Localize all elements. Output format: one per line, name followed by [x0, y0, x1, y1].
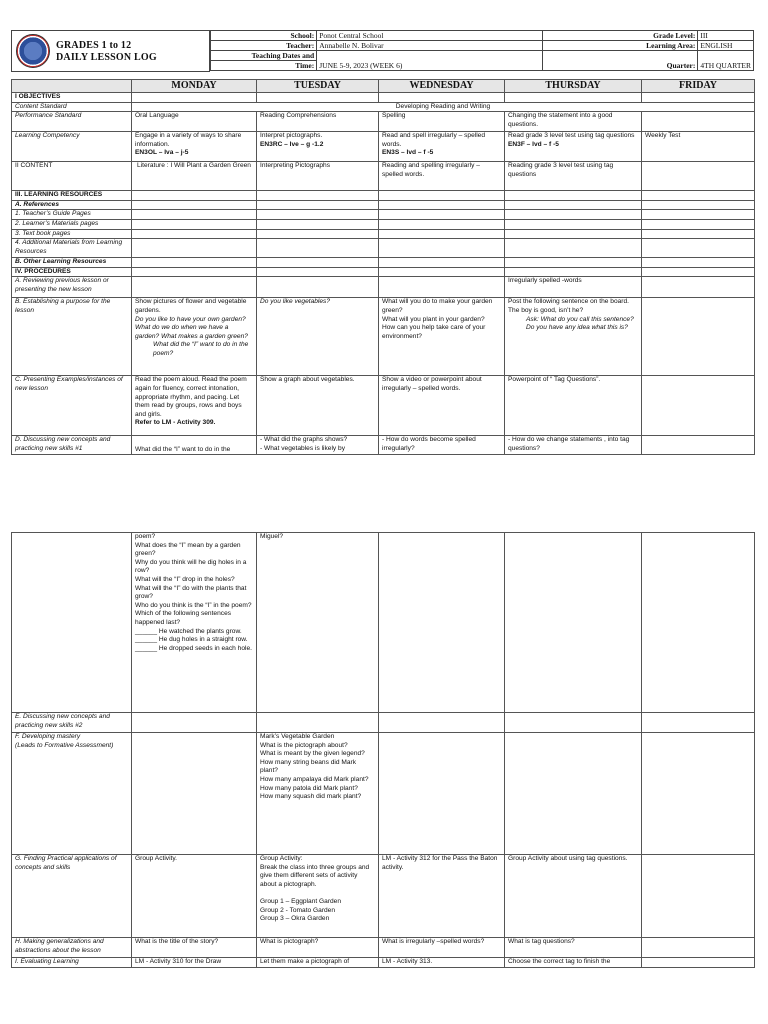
- section-procedures: IV. PROCEDURES: [12, 267, 132, 277]
- day-header-tuesday: TUESDAY: [257, 80, 379, 93]
- competency-wednesday: [379, 132, 505, 162]
- row-proc-c-presenting: C. Presenting Examples/instances of new lesson: [12, 376, 132, 436]
- proc-b-monday-line3: What did the “I” want to do in the poem?: [153, 341, 249, 357]
- proc-c-tuesday: Show a graph about vegetables.: [257, 376, 379, 436]
- proc-b-wednesday: What will you do to make your garden green? What will you plant in your garden? How can you help take care of your environment?: [379, 298, 505, 376]
- logo-title-line1: GRADES 1 to 12: [56, 40, 132, 51]
- learning-area-value: ENGLISH: [698, 41, 754, 51]
- proc-d-tuesday-continued: Miguel?: [257, 533, 379, 713]
- day-header-friday: FRIDAY: [642, 80, 755, 93]
- learning-area-label: Learning Area:: [542, 41, 697, 51]
- teaching-dates-value: JUNE 5-9, 2023 (WEEK 6): [317, 51, 543, 71]
- proc-d-monday-option-3: ______ He dropped seeds in each hole.: [135, 644, 252, 652]
- proc-b-thursday-line1: Post the following sentence on the board. The boy is good, isn’t he?: [508, 298, 629, 314]
- proc-c-wednesday: Show a video or powerpoint about irregularly – spelled words.: [379, 376, 505, 436]
- dll-page-2: [0, 490, 768, 1024]
- proc-c-monday-ref: Refer to LM - Activity 309.: [135, 419, 216, 427]
- row-learning-competency: Learning Competency: [12, 132, 132, 162]
- competency-tuesday: [257, 132, 379, 162]
- lesson-grid-page-2: [11, 532, 755, 968]
- proc-g-tuesday: Group Activity: Break the class into three groups and give them different sets of activity about a pictograph. Group 1 – Eggplant Garden Group 2 - Tomato Garden Group 3 – Okra Garden: [257, 855, 379, 938]
- grade-level-label: Grade Level:: [542, 31, 697, 41]
- row-textbook-pages: 3. Text book pages: [12, 229, 132, 239]
- competency-friday: Weekly Test: [642, 132, 755, 162]
- competency-thursday-code: EN3F – Ivd – f -5: [508, 140, 559, 148]
- day-header-monday: MONDAY: [132, 80, 257, 93]
- row-content-standard: Content Standard: [12, 102, 132, 112]
- row-proc-a-review: A. Reviewing previous lesson or presenting the new lesson: [12, 277, 132, 298]
- proc-d-thursday: - How do we change statements , into tag questions?: [505, 436, 642, 455]
- competency-tuesday-text: Interpret pictographs.: [260, 132, 323, 140]
- proc-i-tuesday: Let them make a pictograph of: [257, 958, 379, 968]
- perf-wednesday: Spelling: [379, 112, 505, 132]
- proc-d-wednesday: - How do words become spelled irregularly?: [379, 436, 505, 455]
- proc-i-thursday: Choose the correct tag to finish the: [505, 958, 642, 968]
- proc-d-monday-questions: poem? What does the “I” mean by a garden green? Why do you think will he dig holes in a row? What will the “I” drop in the holes? What will the “I” do with the plants that grow? Who do you think is the “I” in the poem? Which of the following sentences happened last?: [135, 533, 252, 626]
- competency-monday-text: Engage in a variety of ways to share information.: [135, 132, 242, 148]
- row-other-resources: B. Other Learning Resources: [12, 258, 132, 268]
- row-proc-d-discussing: D. Discussing new concepts and practicing new skills #1: [12, 436, 132, 455]
- dll-header: [11, 30, 754, 72]
- row-proc-e-discussing: E. Discussing new concepts and practicing new skills #2: [12, 713, 132, 733]
- logo-box: [11, 30, 210, 72]
- lesson-grid-page-1: [11, 79, 755, 455]
- row-proc-b-purpose: B. Establishing a purpose for the lesson: [12, 298, 132, 376]
- teaching-dates-label-1: Teaching Dates and: [211, 51, 317, 61]
- header-info-table: [210, 30, 754, 71]
- section-learning-resources: III. LEARNING RESOURCES: [12, 191, 132, 201]
- proc-i-monday: LM - Activity 310 for the Draw: [132, 958, 257, 968]
- proc-d-monday-option-2: ______ He dug holes in a straight row.: [135, 636, 248, 644]
- day-header-wednesday: WEDNESDAY: [379, 80, 505, 93]
- teacher-value: Annabelle N. Bolivar: [317, 41, 543, 51]
- proc-i-wednesday: LM - Activity 313.: [379, 958, 505, 968]
- teacher-label: Teacher:: [211, 41, 317, 51]
- content-standard-value: Developing Reading and Writing: [132, 102, 755, 112]
- content-wednesday: Reading and spelling irregularly – spelled words.: [379, 162, 505, 191]
- competency-monday-code: EN3OL – Iva – j-5: [135, 149, 189, 157]
- row-additional-materials: 4. Additional Materials from Learning Resources: [12, 239, 132, 258]
- proc-c-monday-text: Read the poem aloud. Read the poem again for fluency, correct intonation, appropriate rhythm, and pacing. Let them read by groups, rows and boys and girls.: [135, 376, 247, 418]
- competency-thursday: [505, 132, 642, 162]
- row-references: A. References: [12, 200, 132, 210]
- row-performance-standard: Performance Standard: [12, 112, 132, 132]
- proc-b-thursday-line2: Ask: What do you call this sentence? Do you have any idea what this is?: [526, 315, 634, 332]
- proc-g-thursday: Group Activity about using tag questions.: [505, 855, 642, 938]
- proc-f-tuesday: Mark’s Vegetable Garden What is the pictograph about? What is meant by the given legend? How many string beans did Mark plant? How many ampalaya did Mark plant? How many patola did Mark plant? How many squash did mark plant?: [257, 733, 379, 855]
- grid-corner: [12, 80, 132, 93]
- row-learners-materials: 2. Learner’s Materials pages: [12, 219, 132, 229]
- proc-h-thursday: What is tag questions?: [505, 938, 642, 958]
- proc-c-thursday: Powerpoint of “ Tag Questions”.: [505, 376, 642, 436]
- proc-g-monday: Group Activity.: [132, 855, 257, 938]
- section-content: II CONTENT: [12, 162, 132, 191]
- proc-d-tuesday: - What did the graphs shows? - What vegetables is likely by: [257, 436, 379, 455]
- proc-b-monday-line1: Show pictures of flower and vegetable gardens.: [135, 298, 247, 314]
- proc-b-tuesday: Do you like vegetables?: [257, 298, 379, 376]
- row-proc-f-mastery: F. Developing mastery (Leads to Formative Assessment): [12, 733, 132, 855]
- proc-a-thursday: Irregularly spelled -words: [505, 277, 642, 298]
- perf-monday: Oral Language: [132, 112, 257, 132]
- competency-wednesday-code: EN3S – Ivd – f -5: [382, 149, 434, 157]
- perf-tuesday: Reading Comprehensions: [257, 112, 379, 132]
- logo-title-line2: DAILY LESSON LOG: [56, 52, 157, 63]
- dll-page-1: [0, 0, 768, 480]
- row-proc-g-applications: G. Finding Practical applications of concepts and skills: [12, 855, 132, 938]
- school-value: Ponot Central School: [317, 31, 543, 41]
- competency-tuesday-code: EN3RC – Ive – g -1.2: [260, 140, 324, 148]
- proc-h-tuesday: What is pictograph?: [257, 938, 379, 958]
- proc-d-monday: What did the “I” want to do in the: [132, 436, 257, 455]
- content-thursday: Reading grade 3 level test using tag questions: [505, 162, 642, 191]
- proc-d-monday-option-1: ______ He watched the plants grow.: [135, 627, 242, 635]
- section-objectives: I OBJECTIVES: [12, 93, 132, 103]
- proc-d-monday-continued: [132, 533, 257, 713]
- proc-h-monday: What is the title of the story?: [132, 938, 257, 958]
- competency-monday: [132, 132, 257, 162]
- row-proc-i-evaluating: I. Evaluating Learning: [12, 958, 132, 968]
- row-teachers-guide: 1. Teacher’s Guide Pages: [12, 210, 132, 220]
- proc-b-monday-line2: Do you like to have your own garden? What do we do when we have a garden? What makes a garden green?: [135, 315, 248, 340]
- proc-b-monday: [132, 298, 257, 376]
- competency-wednesday-text: Read and spell irregularly – spelled words.: [382, 132, 485, 148]
- proc-h-wednesday: What is irregularly –spelled words?: [379, 938, 505, 958]
- teaching-dates-label-2: Time:: [211, 61, 317, 71]
- grade-level-value: III: [698, 31, 754, 41]
- content-tuesday: Interpreting Pictographs: [257, 162, 379, 191]
- perf-thursday: Changing the statement into a good questions.: [505, 112, 642, 132]
- competency-thursday-text: Read grade 3 level test using tag questions: [508, 132, 635, 140]
- quarter-label: Quarter:: [542, 51, 697, 71]
- deped-seal-icon: [16, 34, 50, 68]
- school-label: School:: [211, 31, 317, 41]
- content-monday: Literature : I Will Plant a Garden Green: [132, 162, 257, 191]
- day-header-thursday: THURSDAY: [505, 80, 642, 93]
- proc-b-thursday: [505, 298, 642, 376]
- proc-g-wednesday: LM - Activity 312 for the Pass the Baton activity.: [379, 855, 505, 938]
- quarter-value: 4TH QUARTER: [698, 51, 754, 71]
- proc-c-monday: [132, 376, 257, 436]
- row-proc-h-generalizations: H. Making generalizations and abstractions about the lesson: [12, 938, 132, 958]
